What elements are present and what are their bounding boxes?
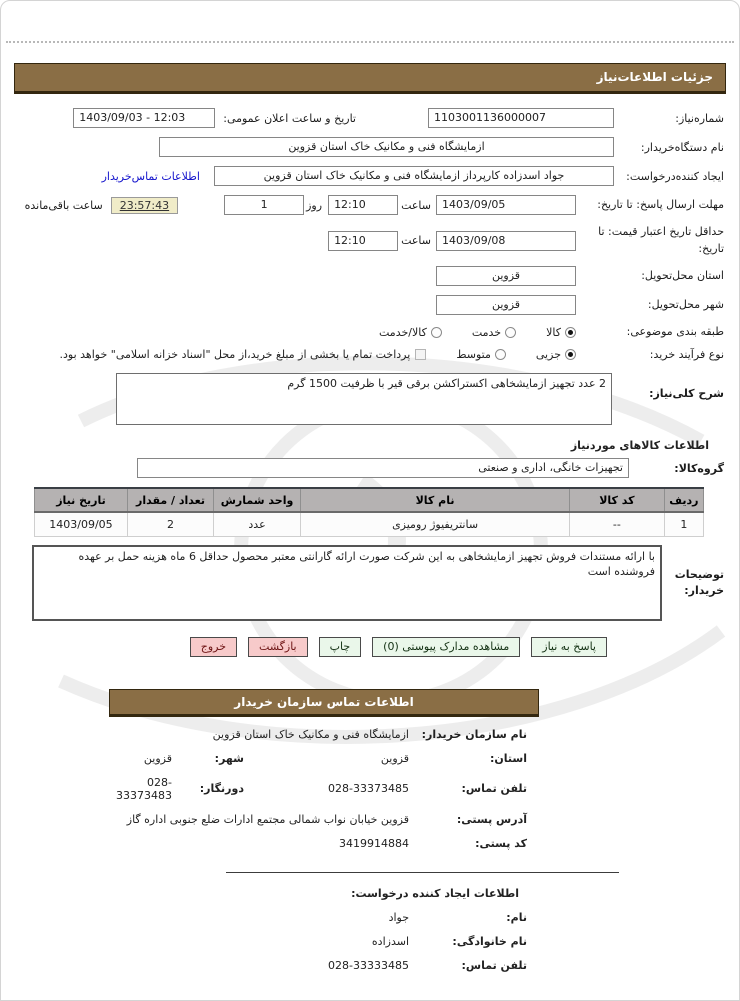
cell-goods-code: -- — [570, 512, 665, 536]
creator-phone-label: تلفن تماس: — [461, 958, 527, 972]
cell-goods-name: سانتریفیوژ رومیزی — [301, 512, 570, 536]
row-need-number — [11, 108, 724, 128]
reply-deadline-label: مهلت ارسال پاسخ: تا تاریخ: — [597, 197, 724, 211]
price-validity-label: حداقل تاریخ اعتبار قیمت: تا تاریخ: — [598, 225, 724, 255]
col-quantity: تعداد / مقدار — [127, 488, 213, 512]
row-creator-name — [109, 911, 527, 924]
creator-name-label: نام: — [506, 910, 527, 924]
row-delivery-city — [11, 295, 724, 315]
action-buttons — [1, 637, 607, 657]
col-goods-code: کد کالا — [570, 488, 665, 512]
org-city-label: شهر: — [214, 751, 244, 765]
buyer-notes-textarea[interactable]: با ارائه مستندات فروش تجهیز ازمایشخاهی به این شرکت صورت ارائه گارانتی معتبر محصول حداقل 6 ماه هزینه حمل بر عهده فروشنده است — [32, 545, 662, 621]
buyer-org-label: نام دستگاه‌خریدار: — [640, 140, 724, 154]
org-city-value: قزوین — [143, 751, 172, 765]
row-creator-family — [109, 935, 527, 948]
section-header-details — [14, 63, 726, 94]
table-row[interactable] — [35, 512, 704, 536]
buyer-org-field[interactable]: ازمایشگاه فنی و مکانیک خاک استان قزوین — [159, 137, 614, 157]
details-title: جزئیات اطلاعات‌نیاز — [596, 70, 713, 84]
row-need-description — [11, 373, 724, 425]
price-validity-time-field[interactable]: 12:10 — [328, 231, 398, 251]
radio-service-icon[interactable] — [505, 327, 516, 338]
creator-family-value: اسدزاده — [371, 934, 409, 948]
need-description-textarea[interactable]: 2 عدد تجهیز ازمایشخاهی اکستراکشن برقی قیر با ظرفیت 1500 گرم — [116, 373, 612, 425]
radio-medium-label: متوسط — [456, 348, 491, 362]
org-phone-label: تلفن تماس: — [461, 782, 527, 795]
org-province-label: استان: — [490, 751, 527, 765]
org-address-value: قزوین خیابان نواب شمالی مجتمع ادارات ضلع جنوبی اداره گاز — [126, 812, 409, 826]
buyer-contact-link[interactable]: اطلاعات تماس‌خریدار — [101, 169, 200, 183]
org-phone-value: 028-33373485 — [328, 782, 409, 795]
delivery-province-field[interactable]: قزوین — [436, 266, 576, 286]
reply-to-need-button[interactable]: پاسخ به نیاز — [531, 637, 607, 657]
org-contact-section — [109, 728, 527, 850]
row-buyer-org — [11, 137, 724, 157]
row-goods-group — [11, 458, 724, 478]
cell-need-date: 1403/09/05 — [35, 512, 128, 536]
reply-deadline-date-field[interactable]: 1403/09/05 — [436, 195, 576, 215]
radio-partial-label: جزیی — [535, 348, 561, 362]
request-creator-label: ایجاد کننده‌درخواست: — [626, 169, 724, 183]
row-reply-deadline — [11, 195, 724, 215]
process-type-label: نوع فرآیند خرید: — [649, 347, 724, 361]
need-number-field[interactable]: 1103001136000007 — [428, 108, 614, 128]
delivery-city-label: شهر محل‌تحویل: — [647, 297, 724, 311]
org-address-label: آدرس پستی: — [456, 812, 527, 826]
print-button[interactable]: چاپ — [319, 637, 362, 657]
days-remaining-field[interactable]: 1 — [224, 195, 304, 215]
org-postal-label: کد پستی: — [475, 836, 527, 850]
section-divider — [226, 872, 619, 873]
radio-option-goods-service[interactable] — [379, 326, 442, 339]
radio-option-goods[interactable] — [546, 326, 576, 339]
delivery-province-label: استان محل‌تحویل: — [641, 268, 724, 282]
radio-goods-icon[interactable] — [565, 327, 576, 338]
treasury-checkbox-label: پرداخت تمام یا بخشی از مبلغ خرید،از محل "اسناد خزانه اسلامی" خواهد بود. — [59, 348, 411, 362]
radio-service-label: خدمت — [471, 325, 502, 339]
org-name-label: نام سازمان خریدار: — [421, 727, 527, 741]
org-province-value: قزوین — [380, 751, 409, 765]
delivery-city-field[interactable]: قزوین — [436, 295, 576, 315]
radio-option-service[interactable] — [472, 326, 516, 339]
section-header-org-contact — [109, 689, 539, 717]
org-contact-title: اطلاعات تماس سازمان خریدار — [234, 694, 414, 709]
goods-info-heading: اطلاعات کالاهای موردنیاز — [570, 439, 709, 452]
creator-phone-value: 028-33333485 — [328, 958, 409, 972]
row-delivery-province — [11, 266, 724, 286]
announce-label: تاریخ و ساعت اعلان عمومی: — [223, 111, 356, 125]
org-fax-value: 028-33373483 — [116, 775, 172, 802]
reply-hour-label: ساعت — [401, 198, 431, 212]
classification-label: طبقه بندی موضوعی: — [626, 325, 724, 338]
countdown-timer: 23:57:43 — [111, 197, 178, 214]
row-classification — [11, 324, 724, 341]
treasury-checkbox-option[interactable] — [11, 348, 426, 361]
price-validity-date-field[interactable]: 1403/09/08 — [436, 231, 576, 251]
col-need-date: تاریخ نیاز — [35, 488, 128, 512]
col-goods-name: نام کالا — [301, 488, 570, 512]
creator-info-heading: اطلاعات ایجاد کننده درخواست: — [351, 886, 519, 900]
buyer-notes-label: توضیحات خریدار: — [674, 567, 724, 597]
reply-deadline-time-field[interactable]: 12:10 — [328, 195, 398, 215]
row-price-validity — [11, 224, 724, 257]
radio-goods-label: کالا — [546, 325, 561, 339]
creator-info-section — [109, 911, 527, 972]
goods-table — [34, 487, 704, 537]
price-hour-label: ساعت — [401, 234, 431, 247]
announce-datetime-field[interactable]: 1403/09/03 - 12:03 — [73, 108, 215, 128]
remaining-hours-label: ساعت باقی‌مانده — [24, 198, 103, 212]
day-label: روز — [306, 198, 323, 212]
radio-goods-service-icon[interactable] — [431, 327, 442, 338]
creator-family-label: نام خانوادگی: — [452, 934, 527, 948]
row-request-creator — [11, 166, 724, 186]
exit-button[interactable]: خروج — [190, 637, 237, 657]
view-attachments-button[interactable]: مشاهده مدارک پیوستی (0) — [372, 637, 520, 657]
col-unit: واحد شمارش — [214, 488, 301, 512]
org-fax-label: دورنگار: — [199, 782, 244, 795]
creator-name-value: جواد — [388, 910, 409, 924]
org-postal-value: 3419914884 — [339, 836, 409, 850]
row-province-city — [109, 752, 527, 765]
org-name-value: ازمایشگاه فنی و مکانیک خاک استان قزوین — [212, 727, 409, 741]
row-phone-fax — [109, 776, 527, 802]
top-divider — [6, 41, 734, 43]
col-row-index: ردیف — [664, 488, 703, 512]
need-description-label: شرح کلی‌نیاز: — [649, 387, 724, 400]
cell-quantity: 2 — [127, 512, 213, 536]
cell-row-index: 1 — [664, 512, 703, 536]
goods-table-header-row — [35, 488, 704, 512]
need-number-label: شماره‌نیاز: — [675, 111, 724, 125]
row-postal-address — [109, 813, 527, 826]
request-creator-field[interactable]: جواد اسدزاده کارپرداز ازمایشگاه فنی و مکانیک خاک استان قزوین — [214, 166, 614, 186]
row-process-type — [11, 347, 724, 364]
radio-partial-icon[interactable] — [565, 349, 576, 360]
radio-goods-service-label: کالا/خدمت — [379, 325, 427, 339]
row-org-name — [109, 728, 527, 741]
row-buyer-notes — [11, 545, 724, 621]
row-creator-phone — [109, 959, 527, 972]
cell-unit: عدد — [214, 512, 301, 536]
treasury-checkbox-icon[interactable] — [415, 349, 426, 360]
goods-group-field[interactable]: تجهیزات خانگی، اداری و صنعتی — [137, 458, 629, 478]
row-postal-code — [109, 837, 527, 850]
radio-option-partial[interactable] — [536, 348, 576, 361]
goods-group-label: گروه‌کالا: — [674, 461, 724, 475]
radio-medium-icon[interactable] — [495, 349, 506, 360]
need-form — [1, 94, 739, 478]
back-button[interactable]: بازگشت — [248, 637, 308, 657]
radio-option-medium[interactable] — [456, 348, 506, 361]
